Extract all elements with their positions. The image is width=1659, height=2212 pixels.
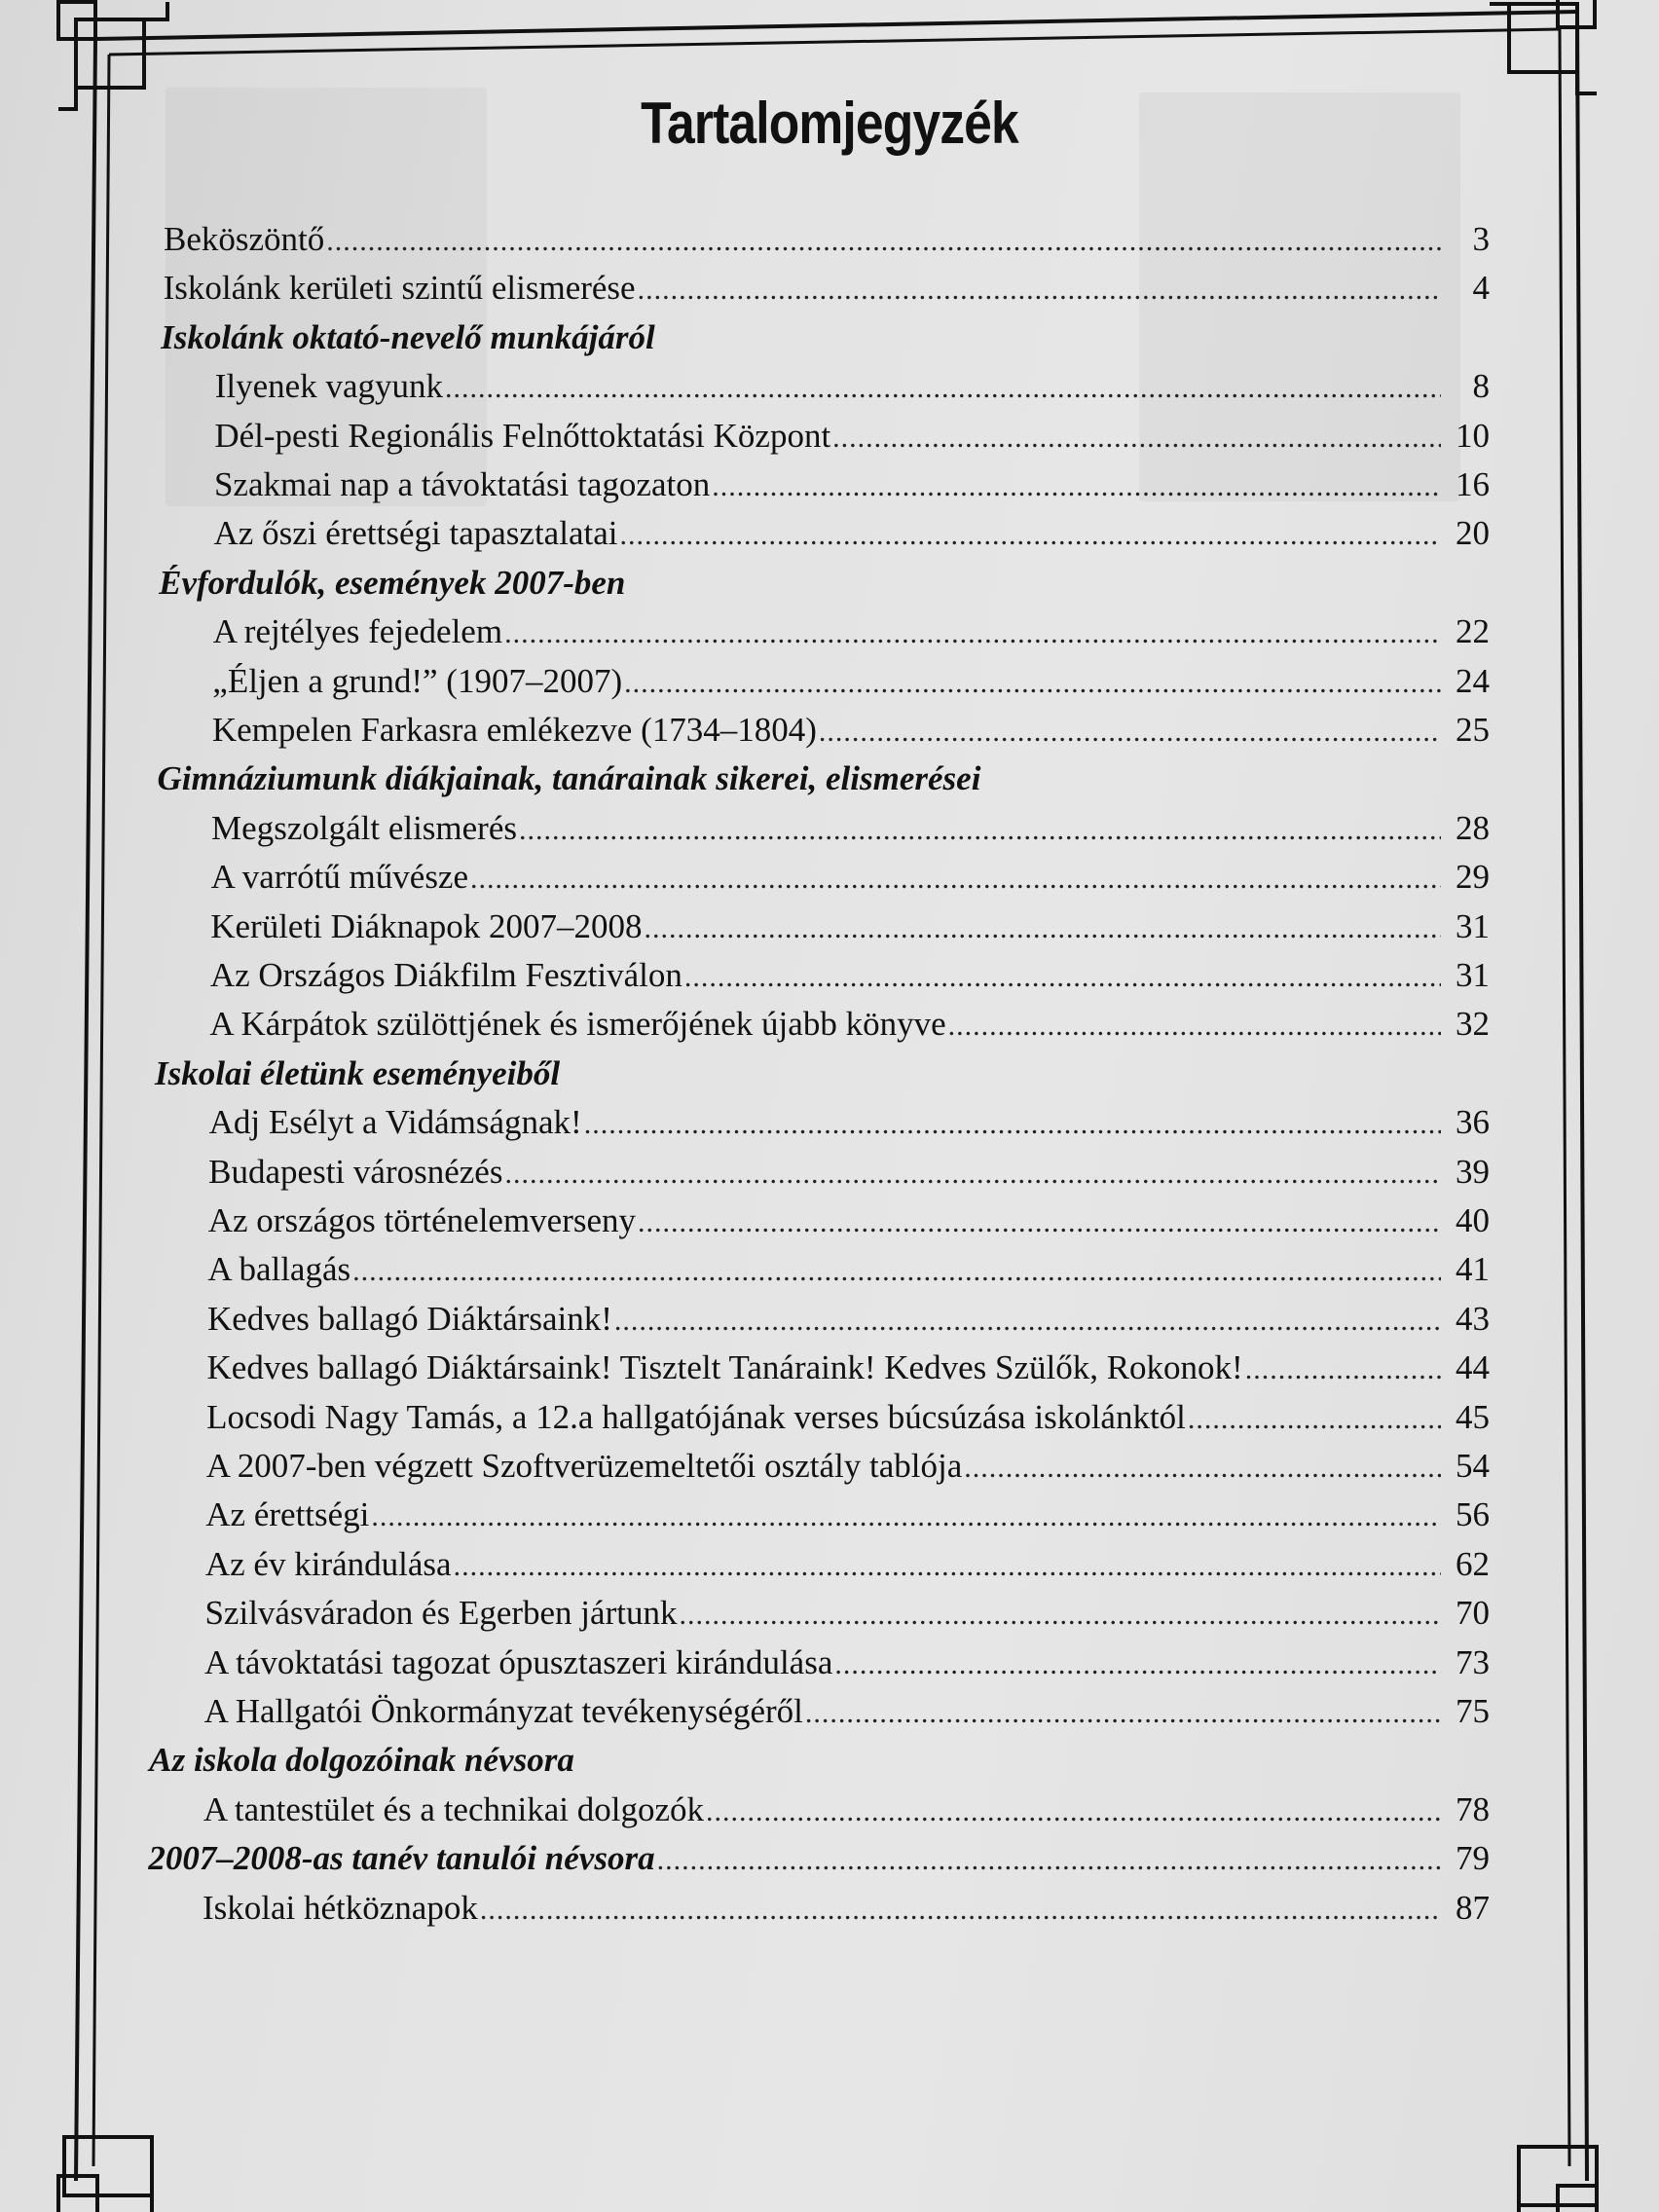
dot-leader <box>644 907 1441 950</box>
toc-entry[interactable] <box>206 1445 1490 1490</box>
toc-entry-title: „Éljen a grund!” (1907–2007) <box>212 661 623 700</box>
toc-entry[interactable] <box>210 905 1490 950</box>
toc-entry[interactable] <box>210 954 1490 999</box>
toc-entry-title: Dél-pesti Regionális Felnőttoktatási Központ <box>214 416 831 455</box>
toc-section-heading: Iskolánk oktató-nevelő munkájáról <box>161 317 655 356</box>
toc-page-number: 87 <box>1456 1888 1490 1927</box>
page-title: Tartalomjegyzék <box>641 91 1018 156</box>
toc-page-number: 44 <box>1455 1348 1490 1387</box>
toc-page-number: 56 <box>1455 1495 1490 1534</box>
toc-entry[interactable] <box>212 709 1490 754</box>
dot-leader <box>1245 1348 1441 1391</box>
toc-page-number: 45 <box>1455 1397 1490 1436</box>
toc-entry-title: Locsodi Nagy Tamás, a 12.a hallgatójának verses búcsúzása iskolánktól <box>206 1397 1186 1436</box>
toc-entry[interactable] <box>204 1690 1490 1735</box>
toc-entry[interactable] <box>205 1493 1490 1538</box>
toc-entry-title: A Hallgatói Önkormányzat tevékenységéről <box>203 1692 803 1730</box>
dot-leader <box>519 809 1441 852</box>
dot-leader <box>371 1495 1441 1538</box>
toc-page-number: 31 <box>1455 956 1490 994</box>
toc-entry-title: Iskolánk kerületi szintű elismerése <box>163 269 636 308</box>
toc-entry-title: Szilvásváradon és Egerben jártunk <box>204 1594 678 1633</box>
toc-entry-title: Szakmai nap a távoktatási tagozaton <box>213 465 711 503</box>
toc-page-number: 10 <box>1455 416 1490 455</box>
toc-entry-title: Az országos történelemverseny <box>207 1201 637 1239</box>
toc-page-number: 62 <box>1455 1544 1490 1583</box>
toc-entry-title: A rejtélyes fejedelem <box>212 612 503 651</box>
dot-leader <box>832 417 1441 460</box>
toc-entry[interactable] <box>207 1298 1490 1343</box>
toc-page-number: 3 <box>1472 220 1490 258</box>
toc-entry[interactable] <box>204 1641 1490 1686</box>
toc-entry-title: Beköszöntő <box>164 220 325 258</box>
toc-entry-title: Az Országos Diákfilm Fesztiválon <box>209 956 682 994</box>
toc-entry[interactable] <box>204 1592 1490 1637</box>
toc-entry-title: A távoktatási tagozat ópusztaszeri kirándulása <box>204 1642 833 1681</box>
toc-entry-title: Budapesti városnézés <box>208 1152 503 1191</box>
toc-page-number: 32 <box>1455 1005 1490 1044</box>
toc-entry-title: Ilyenek vagyunk <box>214 367 443 406</box>
toc-entry[interactable] <box>206 1396 1490 1441</box>
toc-page-number: 4 <box>1472 269 1490 308</box>
toc-entry[interactable] <box>214 415 1490 460</box>
toc-page-number: 25 <box>1455 711 1490 749</box>
dot-leader <box>684 956 1441 999</box>
dot-leader <box>712 465 1441 508</box>
dot-leader <box>657 1839 1441 1882</box>
toc-section-heading: Az iskola dolgozóinak névsora <box>149 1741 574 1780</box>
dot-leader <box>504 612 1441 655</box>
dot-leader <box>819 711 1441 754</box>
dot-leader <box>326 220 1441 263</box>
corner-ornament-bottom-left <box>58 2137 152 2212</box>
toc-entry[interactable] <box>203 1887 1490 1932</box>
toc-entry-title: Az érettségi <box>205 1495 370 1534</box>
dot-leader <box>706 1790 1441 1833</box>
dot-leader <box>1188 1398 1441 1441</box>
toc-entry[interactable] <box>164 267 1490 312</box>
toc-entry[interactable] <box>212 660 1490 705</box>
toc-section-heading: Gimnáziumunk diákjainak, tanárainak sikerei, elismerései <box>157 759 981 798</box>
toc-entry[interactable] <box>214 463 1490 508</box>
toc-entry[interactable] <box>205 1543 1490 1588</box>
toc-page-number: 40 <box>1455 1201 1490 1239</box>
toc-section-heading: Évfordulók, események 2007-ben <box>159 563 626 602</box>
toc-page-number: 54 <box>1455 1447 1490 1485</box>
toc-entry[interactable] <box>164 218 1490 263</box>
toc-page-number: 28 <box>1455 808 1490 847</box>
toc-entry-title: Adj Esélyt a Vidámságnak! <box>208 1103 582 1142</box>
toc-entry[interactable] <box>208 1199 1490 1244</box>
toc-entry-title: A 2007-ben végzett Szoftverüzemeltetői osztály tablója <box>205 1447 963 1485</box>
toc-entry[interactable] <box>214 512 1490 557</box>
toc-entry-title: A Kárpátok szülöttjének és ismerőjének újabb könyve <box>209 1005 946 1044</box>
toc-entry[interactable] <box>215 365 1490 410</box>
dot-leader <box>445 367 1441 410</box>
toc-page-number: 39 <box>1455 1152 1490 1191</box>
toc-entry-title: A tantestület és a technikai dolgozók <box>203 1789 704 1828</box>
toc-entry[interactable] <box>208 1151 1490 1196</box>
toc-page-number: 29 <box>1455 858 1490 897</box>
dot-leader <box>638 269 1441 312</box>
toc-entry[interactable] <box>213 610 1490 655</box>
toc-page-number: 78 <box>1455 1789 1490 1828</box>
toc-entry-title: Kerületi Diáknapok 2007–2008 <box>210 906 643 945</box>
dot-leader <box>470 858 1441 901</box>
toc-page-number: 70 <box>1455 1594 1490 1633</box>
toc-page-number: 73 <box>1455 1642 1490 1681</box>
toc-page-number: 79 <box>1455 1839 1490 1878</box>
toc-entry-title: A ballagás <box>207 1250 351 1289</box>
toc-entry-title: Megszolgált elismerés <box>211 808 517 847</box>
toc-entry-title: Iskolai hétköznapok <box>203 1888 478 1927</box>
dot-leader <box>454 1545 1441 1588</box>
toc-entry-title: Kempelen Farkasra emlékezve (1734–1804) <box>211 711 817 749</box>
toc-entry[interactable] <box>209 1101 1490 1146</box>
toc-entry[interactable] <box>209 1003 1490 1048</box>
dot-leader <box>805 1692 1441 1735</box>
toc-page-number: 8 <box>1472 367 1490 406</box>
toc-entry[interactable] <box>211 807 1490 852</box>
dot-leader <box>679 1594 1441 1637</box>
toc-page-number: 22 <box>1455 612 1490 651</box>
toc-page-number: 41 <box>1455 1250 1490 1289</box>
toc-entry-title: A varrótű művésze <box>210 858 469 897</box>
toc-page-number: 75 <box>1455 1692 1490 1730</box>
toc-entry-title: Az év kirándulása <box>204 1544 452 1583</box>
toc-entry[interactable] <box>207 1346 1490 1391</box>
dot-leader <box>614 1300 1441 1343</box>
dot-leader <box>619 514 1441 557</box>
toc-entry[interactable] <box>148 1837 1490 1882</box>
toc-entry[interactable] <box>207 1248 1490 1293</box>
dot-leader <box>948 1005 1441 1048</box>
dot-leader <box>504 1153 1441 1196</box>
toc-page-number: 36 <box>1455 1103 1490 1142</box>
toc-entry-title: Az őszi érettségi tapasztalatai <box>213 514 618 553</box>
toc-page-number: 31 <box>1455 906 1490 945</box>
toc-page-number: 20 <box>1455 514 1490 553</box>
toc-page-number: 16 <box>1455 465 1490 503</box>
toc-entry-title: Kedves ballagó Diáktársaink! <box>206 1299 612 1338</box>
dot-leader <box>624 662 1441 705</box>
toc-page-number: 24 <box>1455 661 1490 700</box>
dot-leader <box>638 1201 1441 1244</box>
toc-section-heading: Iskolai életünk eseményeiből <box>155 1053 561 1092</box>
toc-entry[interactable] <box>203 1788 1490 1833</box>
dot-leader <box>834 1643 1441 1686</box>
toc-entry-title: Kedves ballagó Diáktársaink! Tisztelt Tanáraink! Kedves Szülők, Rokonok! <box>206 1348 1243 1387</box>
dot-leader <box>480 1889 1441 1932</box>
dot-leader <box>964 1447 1441 1490</box>
dot-leader <box>584 1103 1441 1146</box>
dot-leader <box>352 1250 1441 1293</box>
toc-entry[interactable] <box>211 856 1490 901</box>
toc-entry-title: 2007–2008-as tanév tanulói névsora <box>148 1839 655 1878</box>
toc-page-number: 43 <box>1455 1299 1490 1338</box>
